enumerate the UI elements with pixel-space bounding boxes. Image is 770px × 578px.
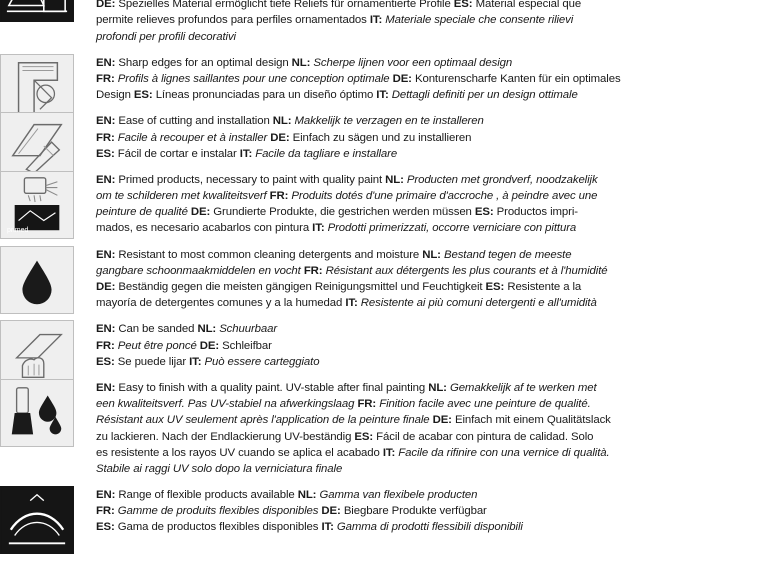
feature-text (96, 54, 766, 104)
language-tag: FR: (269, 190, 289, 203)
feature-text-span: Gamma di prodotti flessibili disponibili (333, 521, 523, 534)
language-tag: FR: (96, 505, 115, 518)
language-tag: FR: (303, 264, 323, 277)
feature-text-line (96, 279, 766, 295)
feature-text-line (96, 354, 766, 370)
icon-caption: primed (7, 226, 29, 234)
feature-text-span: Gama de productos flexibles disponibles (114, 521, 322, 534)
language-tag: FR: (96, 339, 115, 352)
feature-text-line (96, 487, 766, 503)
feature-text-span: Materiale speciale che consente rilievi (382, 14, 574, 27)
language-tag: DE: (190, 206, 211, 219)
feature-text-line (96, 12, 766, 28)
language-tag: EN: (96, 323, 116, 336)
feature-text-span: Facile da tagliare e installare (252, 147, 398, 160)
feature-text-line (96, 113, 766, 129)
feature-text-span: Gamme de produits flexibles disponibles (114, 505, 322, 518)
feature-row (96, 112, 766, 162)
feature-text-line (96, 263, 766, 279)
feature-text-span: mados, es necesario acabarlos con pintura (96, 222, 313, 235)
feature-text-span: Profils à lignes saillantes pour une conception optimale (114, 72, 393, 85)
language-tag: DE: (199, 339, 220, 352)
feature-text-span: Gamma van flexibele producten (316, 489, 478, 502)
feature-text (96, 171, 766, 237)
feature-text-span: Fácil de cortar e instalar (114, 147, 240, 160)
language-tag: FR: (96, 131, 115, 144)
feature-text-span: Ease of cutting and installation (115, 115, 273, 128)
feature-row (96, 54, 766, 104)
language-tag: ES: (474, 206, 494, 219)
language-tag: IT: (369, 14, 383, 27)
feature-text-span: een kwaliteitsverf. Pas UV-stabiel na afwerkingslaag (96, 398, 358, 411)
feature-text-span: Productos impri- (493, 206, 578, 219)
feature-text-line (96, 130, 766, 146)
feature-text-line (96, 295, 766, 311)
language-tag: ES: (133, 89, 153, 102)
feature-text-line (96, 220, 766, 236)
feature-text-span: Se puede lijar (114, 355, 190, 368)
feature-text-line (96, 412, 766, 428)
feature-text-span: Líneas pronunciadas para un diseño óptimo (152, 89, 377, 102)
feature-text-span: Scherpe lijnen voor een optimaal design (310, 56, 513, 69)
feature-text-span: profondi per profili decorativi (96, 30, 236, 43)
feature-row (96, 246, 766, 312)
feature-text-span: Biegbare Produkte verfügbar (340, 505, 487, 518)
feature-text-span: Einfach mit einem Qualitätslack (451, 414, 611, 427)
paint-brush-uv-icon (0, 379, 74, 447)
feature-text-line (96, 338, 766, 354)
feature-text (96, 0, 766, 45)
feature-text-span: Finition facile avec une peinture de qualité. (376, 398, 591, 411)
language-tag: EN: (96, 115, 116, 128)
language-tag: ES: (354, 430, 374, 443)
feature-text (96, 486, 766, 536)
language-tag: DE: (96, 0, 116, 11)
language-tag: EN: (96, 56, 116, 69)
feature-text-span: Bestand tegen de meeste (440, 248, 572, 261)
language-tag: IT: (321, 521, 334, 534)
language-tag: ES: (96, 521, 115, 534)
feature-text-span: Resistant to most common cleaning detergents and moisture (115, 248, 423, 261)
language-tag: DE: (96, 281, 116, 293)
language-tag: IT: (312, 222, 325, 235)
feature-text-line (96, 445, 766, 461)
language-tag: NL: (272, 115, 292, 128)
feature-text-line (96, 0, 766, 12)
feature-text-span: Résistant aux UV seulement après l'application de la peinture finale (96, 414, 433, 427)
language-tag: ES: (96, 147, 115, 160)
language-tag: IT: (189, 355, 202, 368)
feature-text (96, 379, 766, 477)
feature-text-span: om te schilderen met kwaliteitsverf (96, 190, 270, 203)
feature-row (96, 320, 766, 370)
feature-text-line (96, 29, 766, 45)
language-tag: EN: (96, 173, 116, 186)
feature-text-line (96, 380, 766, 396)
language-tag: NL: (291, 56, 311, 69)
feature-text-line (96, 55, 766, 71)
feature-text-line (96, 71, 766, 87)
language-tag: IT: (376, 89, 389, 102)
primed-spray-icon (0, 171, 74, 239)
feature-text-span: Konturenscharfe Kanten für ein optimales (411, 72, 621, 85)
feature-text-line (96, 146, 766, 162)
language-tag: NL: (385, 173, 404, 186)
feature-text-span: peinture de qualité (96, 206, 191, 219)
feature-text-line (96, 87, 766, 103)
language-tag: FR: (96, 72, 115, 85)
language-tag: DE: (392, 72, 412, 85)
feature-text-span: Spezielles Material ermöglicht tiefe Reliefs für ornamentierte Profile (115, 0, 454, 11)
feature-text-span: Makkelijk te verzagen en te installeren (291, 115, 484, 128)
language-tag: IT: (239, 147, 253, 160)
feature-text-line (96, 429, 766, 445)
feature-text-span: Grundierte Produkte, die gestrichen werden müssen (210, 206, 475, 219)
feature-text-span: Primed products, necessary to paint with quality paint (115, 173, 386, 186)
feature-text-span: es resistente a los rayos UV cuando se aplica el acabado (96, 446, 383, 459)
feature-text-span: Gemakkelijk af te werken met (446, 381, 597, 394)
feature-text-span: Facile da rifinire con una vernice di qualità. (395, 446, 610, 459)
feature-text-span: Facile à recouper et à installer (114, 131, 271, 144)
feature-text-line (96, 519, 766, 535)
saw-cutting-profile-icon (0, 0, 74, 22)
feature-text-line (96, 204, 766, 220)
feature-text-span: Can be sanded (115, 323, 198, 336)
language-tag: DE: (270, 131, 290, 144)
feature-text-span: mayoría de detergentes comunes y a la humedad (96, 297, 346, 310)
feature-row (96, 486, 766, 536)
language-tag: NL: (428, 381, 447, 394)
feature-row (96, 0, 766, 45)
feature-text-span: Range of flexible products available (115, 489, 298, 502)
feature-text-line (96, 396, 766, 412)
feature-text-span: Fácil de acabar con pintura de calidad. Solo (373, 430, 594, 443)
feature-text-span: zu lackieren. Nach der Endlackierung UV-beständig (96, 430, 355, 443)
language-tag: EN: (96, 489, 116, 502)
feature-text-line (96, 503, 766, 519)
feature-text-span: Schleifbar (219, 339, 272, 352)
language-tag: FR: (357, 398, 377, 411)
language-tag: DE: (432, 414, 452, 427)
feature-text-span: Dettagli definiti per un design ottimale (388, 89, 578, 102)
feature-text-span: Einfach zu sägen und zu installieren (289, 131, 472, 144)
language-tag: ES: (453, 0, 473, 11)
feature-text-span: Material especial que (472, 0, 582, 11)
feature-text-line (96, 321, 766, 337)
feature-text-span: permite relieves profundos para perfiles ornamentados (96, 14, 370, 27)
language-tag: EN: (96, 248, 116, 261)
feature-text-span: Easy to finish with a quality paint. UV-stable after final painting (115, 381, 429, 394)
feature-text-span: Résistant aux détergents les plus courants et à l'humidité (322, 264, 608, 277)
feature-text-line (96, 188, 766, 204)
feature-text-span: gangbare schoonmaakmiddelen en vocht (96, 264, 304, 277)
feature-text-span: Può essere carteggiato (201, 355, 320, 368)
feature-text-span: Resistente a la (504, 281, 582, 293)
feature-text-line (96, 172, 766, 188)
feature-text-span: Stabile ai raggi UV solo dopo la verniciatura finale (96, 462, 343, 475)
feature-text-span: Sharp edges for an optimal design (115, 56, 292, 69)
feature-text-span: Prodotti primerizzati, occorre verniciare con pittura (324, 222, 577, 235)
flexible-profile-icon (0, 486, 74, 554)
feature-text-span: Beständig gegen die meisten gängigen Reinigungsmittel und Feuchtigkeit (115, 281, 486, 293)
feature-text-span: Producten met grondverf, noodzakelijk (403, 173, 598, 186)
feature-text-span: Design (96, 89, 134, 102)
feature-row (96, 379, 766, 477)
language-tag: ES: (485, 281, 505, 293)
language-tag: EN: (96, 381, 116, 394)
feature-text (96, 320, 766, 370)
language-tag: ES: (96, 355, 115, 368)
feature-text-span: Peut être poncé (114, 339, 200, 352)
language-tag: DE: (321, 505, 341, 518)
feature-row (7, 171, 766, 237)
language-tag: IT: (345, 297, 358, 310)
feature-text (96, 112, 766, 162)
language-tag: IT: (382, 446, 396, 459)
feature-text-span: Schuurbaar (216, 323, 278, 336)
language-tag: NL: (422, 248, 441, 261)
water-drop-icon (0, 246, 74, 314)
feature-text-line (96, 461, 766, 477)
feature-text-span: Resistente ai più comuni detergenti e all'umidità (357, 297, 597, 310)
language-tag: NL: (197, 323, 217, 336)
features-rows (7, 0, 766, 536)
feature-text (96, 246, 766, 312)
feature-text-line (96, 247, 766, 263)
feature-text-span: Produits dotés d'une primaire d'accroche , à peindre avec une (288, 190, 598, 203)
language-tag: NL: (297, 489, 317, 502)
